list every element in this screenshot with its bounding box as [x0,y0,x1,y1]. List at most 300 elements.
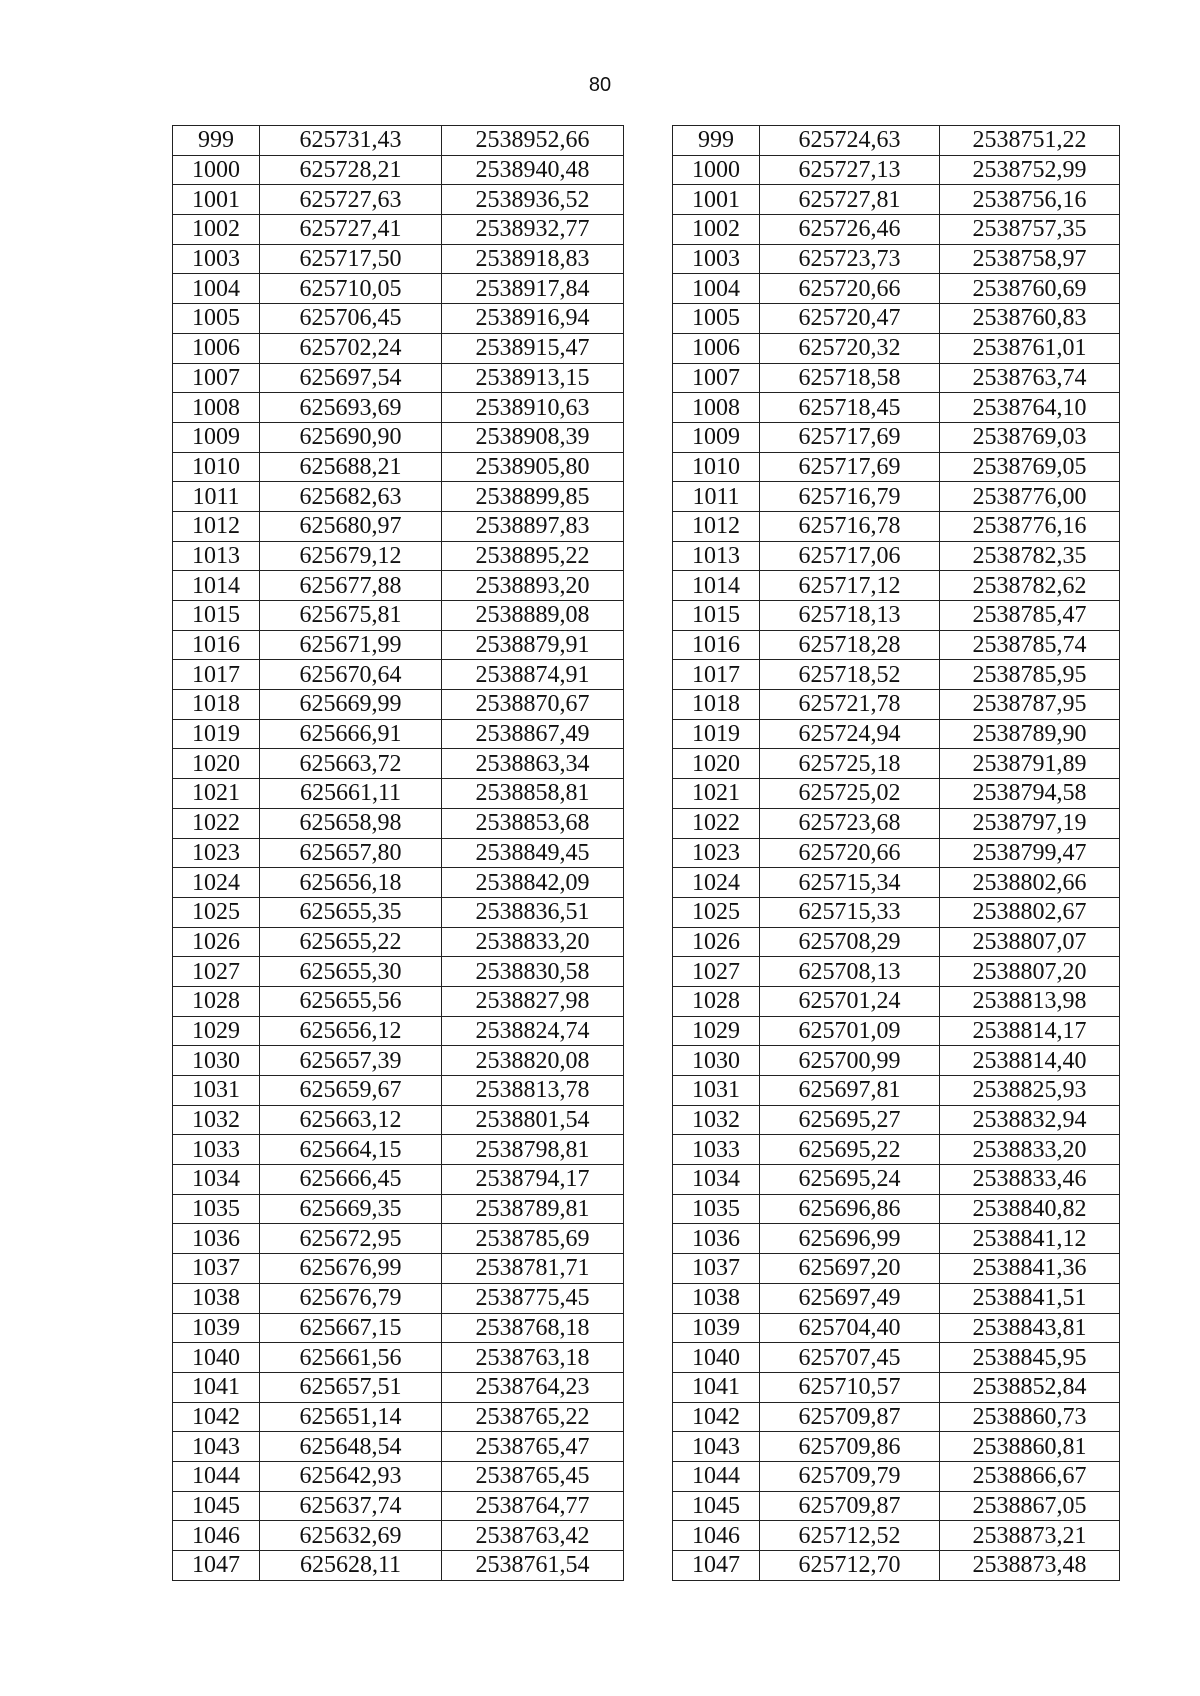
right-x-coordinate: 625695,24 [760,1165,940,1195]
left-x-coordinate: 625666,45 [260,1165,442,1195]
left-point-number: 999 [173,126,260,156]
left-y-coordinate: 2538765,22 [442,1402,624,1432]
right-point-number: 1000 [673,155,760,185]
left-x-coordinate: 625677,88 [260,571,442,601]
left-x-coordinate: 625688,21 [260,452,442,482]
left-point-number: 1022 [173,808,260,838]
right-point-number: 1009 [673,422,760,452]
left-point-number: 1041 [173,1372,260,1402]
right-point-number: 1006 [673,333,760,363]
right-x-coordinate: 625700,99 [760,1046,940,1076]
left-point-number: 1046 [173,1521,260,1551]
left-point-number: 1015 [173,601,260,631]
left-x-coordinate: 625727,41 [260,215,442,245]
right-y-coordinate: 2538789,90 [940,719,1120,749]
right-point-number: 1003 [673,244,760,274]
right-y-coordinate: 2538860,73 [940,1402,1120,1432]
right-point-number: 1029 [673,1016,760,1046]
table-row [173,1194,1120,1224]
right-point-number: 1021 [673,779,760,809]
table-row [173,1551,1120,1581]
page-number: 80 [588,74,612,96]
column-gap [624,452,673,482]
left-y-coordinate: 2538952,66 [442,126,624,156]
right-x-coordinate: 625718,52 [760,660,940,690]
table-row [173,690,1120,720]
right-y-coordinate: 2538825,93 [940,1076,1120,1106]
left-point-number: 1019 [173,719,260,749]
left-y-coordinate: 2538820,08 [442,1046,624,1076]
left-point-number: 1012 [173,511,260,541]
left-point-number: 1042 [173,1402,260,1432]
left-y-coordinate: 2538775,45 [442,1283,624,1313]
left-y-coordinate: 2538801,54 [442,1105,624,1135]
right-point-number: 1042 [673,1402,760,1432]
left-point-number: 1033 [173,1135,260,1165]
right-point-number: 1030 [673,1046,760,1076]
table-row [173,1521,1120,1551]
right-x-coordinate: 625723,68 [760,808,940,838]
right-point-number: 1020 [673,749,760,779]
left-y-coordinate: 2538824,74 [442,1016,624,1046]
left-point-number: 1006 [173,333,260,363]
left-point-number: 1025 [173,897,260,927]
left-y-coordinate: 2538798,81 [442,1135,624,1165]
column-gap [624,986,673,1016]
right-y-coordinate: 2538814,40 [940,1046,1120,1076]
column-gap [624,1165,673,1195]
right-y-coordinate: 2538860,81 [940,1432,1120,1462]
column-gap [624,601,673,631]
right-x-coordinate: 625697,20 [760,1254,940,1284]
left-point-number: 1005 [173,304,260,334]
column-gap [624,1551,673,1581]
right-x-coordinate: 625715,34 [760,868,940,898]
right-point-number: 1026 [673,927,760,957]
right-y-coordinate: 2538785,74 [940,630,1120,660]
right-y-coordinate: 2538802,66 [940,868,1120,898]
left-x-coordinate: 625669,35 [260,1194,442,1224]
right-point-number: 1024 [673,868,760,898]
right-y-coordinate: 2538760,69 [940,274,1120,304]
right-x-coordinate: 625708,29 [760,927,940,957]
column-gap [624,511,673,541]
right-point-number: 1018 [673,690,760,720]
right-x-coordinate: 625696,99 [760,1224,940,1254]
table-row [173,1224,1120,1254]
right-y-coordinate: 2538797,19 [940,808,1120,838]
right-x-coordinate: 625718,28 [760,630,940,660]
left-y-coordinate: 2538858,81 [442,779,624,809]
right-point-number: 1007 [673,363,760,393]
left-x-coordinate: 625666,91 [260,719,442,749]
left-x-coordinate: 625671,99 [260,630,442,660]
right-x-coordinate: 625695,22 [760,1135,940,1165]
left-y-coordinate: 2538916,94 [442,304,624,334]
left-x-coordinate: 625663,12 [260,1105,442,1135]
left-x-coordinate: 625656,12 [260,1016,442,1046]
column-gap [624,1343,673,1373]
table-row [173,244,1120,274]
table-row [173,333,1120,363]
column-gap [624,185,673,215]
right-y-coordinate: 2538845,95 [940,1343,1120,1373]
left-point-number: 1007 [173,363,260,393]
right-y-coordinate: 2538785,95 [940,660,1120,690]
left-point-number: 1016 [173,630,260,660]
column-gap [624,215,673,245]
right-y-coordinate: 2538769,03 [940,422,1120,452]
right-x-coordinate: 625697,49 [760,1283,940,1313]
table-row [173,1461,1120,1491]
table-row [173,1135,1120,1165]
right-point-number: 1014 [673,571,760,601]
left-y-coordinate: 2538853,68 [442,808,624,838]
left-y-coordinate: 2538910,63 [442,393,624,423]
left-x-coordinate: 625661,11 [260,779,442,809]
left-point-number: 1004 [173,274,260,304]
column-gap [624,571,673,601]
left-point-number: 1047 [173,1551,260,1581]
left-y-coordinate: 2538908,39 [442,422,624,452]
left-y-coordinate: 2538849,45 [442,838,624,868]
left-point-number: 1029 [173,1016,260,1046]
left-point-number: 1040 [173,1343,260,1373]
table-row [173,660,1120,690]
left-y-coordinate: 2538833,20 [442,927,624,957]
right-y-coordinate: 2538841,51 [940,1283,1120,1313]
left-y-coordinate: 2538899,85 [442,482,624,512]
right-x-coordinate: 625727,13 [760,155,940,185]
left-point-number: 1028 [173,986,260,1016]
column-gap [624,630,673,660]
right-y-coordinate: 2538776,00 [940,482,1120,512]
table-row [173,897,1120,927]
left-x-coordinate: 625717,50 [260,244,442,274]
right-x-coordinate: 625709,87 [760,1402,940,1432]
table-row [173,185,1120,215]
right-point-number: 1034 [673,1165,760,1195]
table-row [173,986,1120,1016]
column-gap [624,1046,673,1076]
left-x-coordinate: 625690,90 [260,422,442,452]
right-point-number: 1031 [673,1076,760,1106]
column-gap [624,422,673,452]
left-x-coordinate: 625655,30 [260,957,442,987]
right-x-coordinate: 625718,58 [760,363,940,393]
coordinates-table-body [173,126,1120,1581]
right-x-coordinate: 625704,40 [760,1313,940,1343]
left-y-coordinate: 2538763,18 [442,1343,624,1373]
left-y-coordinate: 2538836,51 [442,897,624,927]
left-point-number: 1021 [173,779,260,809]
left-x-coordinate: 625655,22 [260,927,442,957]
left-y-coordinate: 2538913,15 [442,363,624,393]
right-x-coordinate: 625720,47 [760,304,940,334]
column-gap [624,333,673,363]
right-y-coordinate: 2538843,81 [940,1313,1120,1343]
right-y-coordinate: 2538814,17 [940,1016,1120,1046]
right-point-number: 1004 [673,274,760,304]
left-x-coordinate: 625659,67 [260,1076,442,1106]
left-y-coordinate: 2538936,52 [442,185,624,215]
right-point-number: 1022 [673,808,760,838]
right-x-coordinate: 625720,32 [760,333,940,363]
left-y-coordinate: 2538813,78 [442,1076,624,1106]
right-point-number: 1023 [673,838,760,868]
left-x-coordinate: 625670,64 [260,660,442,690]
right-y-coordinate: 2538873,21 [940,1521,1120,1551]
right-y-coordinate: 2538757,35 [940,215,1120,245]
table-row [173,363,1120,393]
right-point-number: 1010 [673,452,760,482]
left-y-coordinate: 2538932,77 [442,215,624,245]
left-y-coordinate: 2538917,84 [442,274,624,304]
table-row [173,155,1120,185]
left-y-coordinate: 2538897,83 [442,511,624,541]
left-point-number: 1011 [173,482,260,512]
right-x-coordinate: 625701,24 [760,986,940,1016]
right-x-coordinate: 625715,33 [760,897,940,927]
left-y-coordinate: 2538785,69 [442,1224,624,1254]
right-y-coordinate: 2538873,48 [940,1551,1120,1581]
left-x-coordinate: 625667,15 [260,1313,442,1343]
right-y-coordinate: 2538752,99 [940,155,1120,185]
right-point-number: 1001 [673,185,760,215]
left-point-number: 1023 [173,838,260,868]
left-x-coordinate: 625680,97 [260,511,442,541]
column-gap [624,126,673,156]
column-gap [624,482,673,512]
column-gap [624,927,673,957]
right-x-coordinate: 625716,79 [760,482,940,512]
right-point-number: 1036 [673,1224,760,1254]
column-gap [624,155,673,185]
left-y-coordinate: 2538765,45 [442,1461,624,1491]
table-row [173,1343,1120,1373]
left-x-coordinate: 625642,93 [260,1461,442,1491]
left-point-number: 1036 [173,1224,260,1254]
left-x-coordinate: 625710,05 [260,274,442,304]
column-gap [624,1105,673,1135]
right-x-coordinate: 625717,69 [760,422,940,452]
left-x-coordinate: 625628,11 [260,1551,442,1581]
right-x-coordinate: 625718,13 [760,601,940,631]
column-gap [624,957,673,987]
table-row [173,304,1120,334]
left-x-coordinate: 625651,14 [260,1402,442,1432]
left-x-coordinate: 625728,21 [260,155,442,185]
table-row [173,126,1120,156]
table-row [173,511,1120,541]
left-x-coordinate: 625658,98 [260,808,442,838]
column-gap [624,1432,673,1462]
left-y-coordinate: 2538905,80 [442,452,624,482]
table-row [173,1254,1120,1284]
left-x-coordinate: 625655,56 [260,986,442,1016]
left-y-coordinate: 2538915,47 [442,333,624,363]
column-gap [624,1254,673,1284]
right-x-coordinate: 625725,02 [760,779,940,809]
left-x-coordinate: 625637,74 [260,1491,442,1521]
right-y-coordinate: 2538807,07 [940,927,1120,957]
right-x-coordinate: 625724,94 [760,719,940,749]
column-gap [624,868,673,898]
right-y-coordinate: 2538841,12 [940,1224,1120,1254]
right-point-number: 1041 [673,1372,760,1402]
left-x-coordinate: 625657,39 [260,1046,442,1076]
table-row [173,1165,1120,1195]
left-y-coordinate: 2538889,08 [442,601,624,631]
column-gap [624,779,673,809]
table-row [173,1432,1120,1462]
right-y-coordinate: 2538782,62 [940,571,1120,601]
column-gap [624,1016,673,1046]
right-point-number: 1013 [673,541,760,571]
right-y-coordinate: 2538761,01 [940,333,1120,363]
right-x-coordinate: 625717,12 [760,571,940,601]
table-row [173,541,1120,571]
left-y-coordinate: 2538794,17 [442,1165,624,1195]
right-y-coordinate: 2538867,05 [940,1491,1120,1521]
right-point-number: 1043 [673,1432,760,1462]
table-row [173,571,1120,601]
right-y-coordinate: 2538769,05 [940,452,1120,482]
right-y-coordinate: 2538840,82 [940,1194,1120,1224]
left-y-coordinate: 2538781,71 [442,1254,624,1284]
left-point-number: 1037 [173,1254,260,1284]
right-point-number: 1012 [673,511,760,541]
right-x-coordinate: 625712,70 [760,1551,940,1581]
right-x-coordinate: 625721,78 [760,690,940,720]
table-row [173,1313,1120,1343]
right-y-coordinate: 2538760,83 [940,304,1120,334]
left-y-coordinate: 2538842,09 [442,868,624,898]
left-x-coordinate: 625731,43 [260,126,442,156]
right-x-coordinate: 625717,69 [760,452,940,482]
right-x-coordinate: 625727,81 [760,185,940,215]
table-row [173,215,1120,245]
left-point-number: 1030 [173,1046,260,1076]
table-row [173,482,1120,512]
left-point-number: 1035 [173,1194,260,1224]
right-y-coordinate: 2538866,67 [940,1461,1120,1491]
left-x-coordinate: 625632,69 [260,1521,442,1551]
left-point-number: 1034 [173,1165,260,1195]
right-point-number: 999 [673,126,760,156]
left-y-coordinate: 2538879,91 [442,630,624,660]
right-y-coordinate: 2538756,16 [940,185,1120,215]
right-point-number: 1016 [673,630,760,660]
right-point-number: 1047 [673,1551,760,1581]
right-y-coordinate: 2538833,46 [940,1165,1120,1195]
right-x-coordinate: 625708,13 [760,957,940,987]
left-point-number: 1009 [173,422,260,452]
column-gap [624,1224,673,1254]
column-gap [624,660,673,690]
table-row [173,1402,1120,1432]
column-gap [624,1491,673,1521]
column-gap [624,808,673,838]
left-point-number: 1013 [173,541,260,571]
coordinates-table [172,125,1120,1581]
right-point-number: 1033 [673,1135,760,1165]
column-gap [624,749,673,779]
table-row [173,1105,1120,1135]
column-gap [624,1076,673,1106]
left-x-coordinate: 625669,99 [260,690,442,720]
left-x-coordinate: 625706,45 [260,304,442,334]
left-y-coordinate: 2538827,98 [442,986,624,1016]
right-y-coordinate: 2538764,10 [940,393,1120,423]
left-x-coordinate: 625682,63 [260,482,442,512]
left-point-number: 1024 [173,868,260,898]
column-gap [624,897,673,927]
left-y-coordinate: 2538874,91 [442,660,624,690]
column-gap [624,1521,673,1551]
right-y-coordinate: 2538841,36 [940,1254,1120,1284]
table-row [173,393,1120,423]
right-x-coordinate: 625710,57 [760,1372,940,1402]
left-point-number: 1000 [173,155,260,185]
table-row [173,452,1120,482]
right-point-number: 1027 [673,957,760,987]
column-gap [624,1313,673,1343]
left-y-coordinate: 2538761,54 [442,1551,624,1581]
right-point-number: 1002 [673,215,760,245]
right-y-coordinate: 2538807,20 [940,957,1120,987]
column-gap [624,1461,673,1491]
right-point-number: 1039 [673,1313,760,1343]
right-y-coordinate: 2538763,74 [940,363,1120,393]
left-x-coordinate: 625655,35 [260,897,442,927]
column-gap [624,363,673,393]
column-gap [624,541,673,571]
left-x-coordinate: 625657,51 [260,1372,442,1402]
left-point-number: 1039 [173,1313,260,1343]
right-point-number: 1019 [673,719,760,749]
table-row [173,274,1120,304]
right-y-coordinate: 2538785,47 [940,601,1120,631]
right-x-coordinate: 625725,18 [760,749,940,779]
right-point-number: 1011 [673,482,760,512]
column-gap [624,1194,673,1224]
column-gap [624,1372,673,1402]
right-y-coordinate: 2538791,89 [940,749,1120,779]
left-y-coordinate: 2538867,49 [442,719,624,749]
left-y-coordinate: 2538764,77 [442,1491,624,1521]
left-point-number: 1045 [173,1491,260,1521]
right-y-coordinate: 2538776,16 [940,511,1120,541]
table-row [173,1372,1120,1402]
left-y-coordinate: 2538895,22 [442,541,624,571]
table-row [173,1016,1120,1046]
right-y-coordinate: 2538832,94 [940,1105,1120,1135]
left-x-coordinate: 625676,99 [260,1254,442,1284]
table-row [173,779,1120,809]
left-y-coordinate: 2538789,81 [442,1194,624,1224]
left-point-number: 1008 [173,393,260,423]
right-x-coordinate: 625726,46 [760,215,940,245]
right-x-coordinate: 625709,79 [760,1461,940,1491]
left-y-coordinate: 2538764,23 [442,1372,624,1402]
column-gap [624,274,673,304]
right-point-number: 1044 [673,1461,760,1491]
left-point-number: 1001 [173,185,260,215]
right-y-coordinate: 2538833,20 [940,1135,1120,1165]
right-x-coordinate: 625709,86 [760,1432,940,1462]
left-y-coordinate: 2538863,34 [442,749,624,779]
